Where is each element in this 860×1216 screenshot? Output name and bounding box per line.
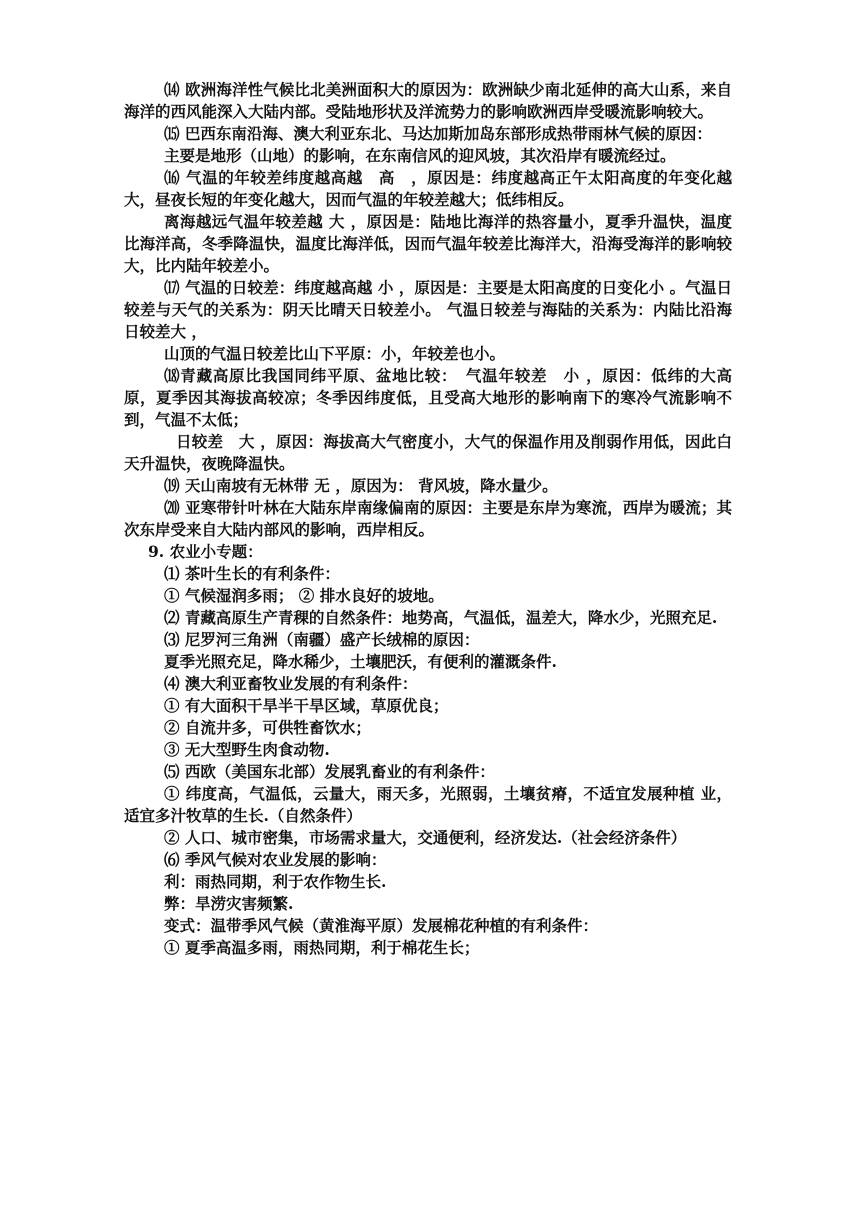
paragraph: ⑵ 青藏高原生产青稞的自然条件：地势高，气温低，温差大，降水少，光照充足. — [164, 608, 718, 627]
paragraph: ② 自流井多，可供牲畜饮水； — [164, 718, 371, 737]
paragraph: 主要是地形（山地）的影响，在东南信风的迎风坡，其次沿岸有暖流经过。 — [164, 146, 676, 165]
paragraph: ⑴ 茶叶生长的有利条件： — [164, 564, 340, 583]
paragraph: ⑹ 季风气候对农业发展的影响： — [164, 850, 387, 869]
paragraph: 夏季光照充足，降水稀少，土壤肥沃，有便利的灌溉条件. — [164, 652, 557, 671]
paragraph: ⒃ 气温的年较差纬度越高越 高 ，原因是：纬度越高正午太阳高度的年变化越大，昼夜长短的年变化越大，因而气温的年较差越大；低纬相反。 — [124, 168, 732, 209]
paragraph: 离海越远气温年较差越 大 ，原因是：陆地比海洋的热容量小，夏季升温快，温度比海洋高，冬季降温快，温度比海洋低，因而气温年较差比海洋大，沿海受海洋的影响较大，比内陆年较差小。 — [124, 212, 732, 275]
document-body — [124, 79, 732, 959]
paragraph: ① 夏季高温多雨，雨热同期，利于棉花生长； — [164, 938, 480, 957]
paragraph: 9. 农业小专题： — [148, 542, 263, 561]
paragraph: ② 人口、城市密集，市场需求量大，交通便利，经济发达.（社会经济条件） — [164, 828, 687, 847]
paragraph: ⑸ 西欧（美国东北部）发展乳畜业的有利条件： — [164, 762, 495, 781]
paragraph: ⒁ 欧洲海洋性气候比北美洲面积大的原因为：欧洲缺少南北延伸的高大山系，来自海洋的西风能深入大陆内部。受陆地形状及洋流势力的影响欧洲西岸受暖流影响较大。 — [124, 80, 732, 121]
paragraph: 变式：温带季风气候（黄淮海平原）发展棉花种植的有利条件： — [164, 916, 599, 935]
paragraph: ⒆ 天山南坡有无林带 无 ，原因为： 背风坡，降水量少。 — [164, 476, 558, 495]
paragraph: ⒄ 气温的日较差：纬度越高越 小 ，原因是：主要是太阳高度的日变化小 。气温日较差与天气的关系为：阴天比晴天日较差小。 气温日较差与海陆的关系为：内陆比沿海日较差大 ， — [124, 278, 732, 341]
paragraph: ⒅青藏高原比我国同纬平原、盆地比较： 气温年较差 小 ，原因：低纬的大高原，夏季因其海拔高较凉；冬季因纬度低，且受高大地形的影响南下的寒冷气流影响不到，气温不太低； — [124, 366, 732, 429]
paragraph: 弊：旱涝灾害频繁. — [164, 894, 294, 913]
paragraph: 山顶的气温日较差比山下平原：小，年较差也小。 — [164, 344, 506, 363]
paragraph: ③ 无大型野生肉食动物. — [164, 740, 330, 759]
paragraph: ① 有大面积干旱半干旱区域，草原优良； — [164, 696, 449, 715]
paragraph: ① 纬度高，气温低，云量大，雨天多，光照弱，土壤贫瘠，不适宜发展种植 业，适宜多汁牧草的生长.（自然条件） — [124, 784, 732, 825]
paragraph: ⒂ 巴西东南沿海、澳大利亚东北、马达加斯加岛东部形成热带雨林气候的原因： — [164, 124, 712, 143]
paragraph: ① 气候湿润多雨； ② 排水良好的坡地。 — [164, 586, 444, 605]
paragraph: 利：雨热同期，利于农作物生长. — [164, 872, 387, 891]
paragraph: 日较差 大 ，原因：海拔高大气密度小，大气的保温作用及削弱作用低，因此白天升温快，夜晚降温快。 — [124, 432, 732, 473]
paragraph: ⒇ 亚寒带针叶林在大陆东岸南缘偏南的原因：主要是东岸为寒流，西岸为暖流；其次东岸受来自大陆内部风的影响，西岸相反。 — [124, 498, 732, 539]
paragraph: ⑶ 尼罗河三角洲（南疆）盛产长绒棉的原因： — [164, 630, 480, 649]
paragraph: ⑷ 澳大利亚畜牧业发展的有利条件： — [164, 674, 418, 693]
